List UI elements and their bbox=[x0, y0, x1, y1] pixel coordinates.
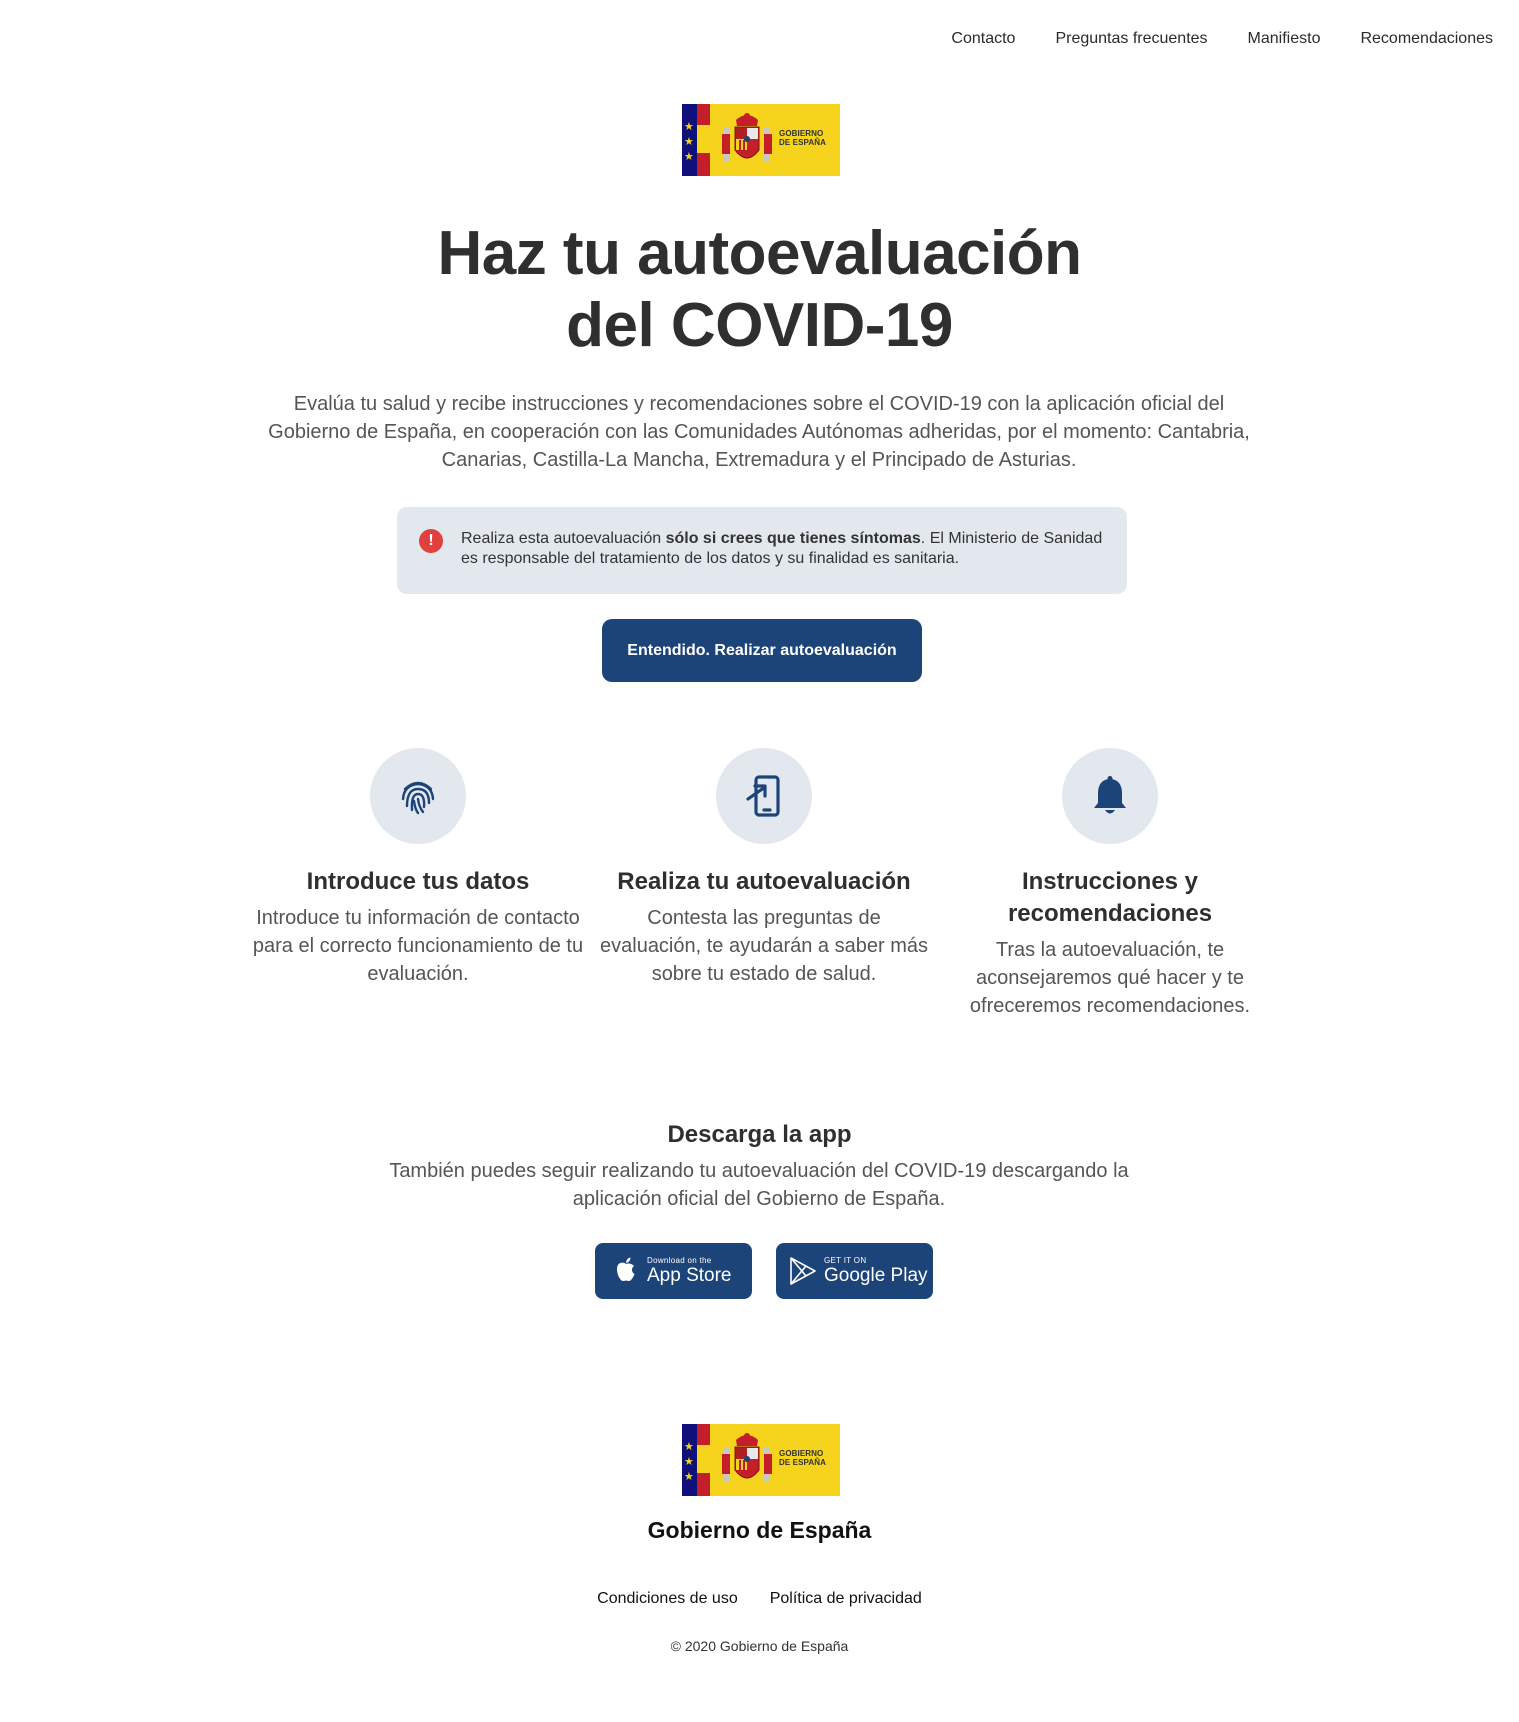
top-nav bbox=[951, 30, 1493, 48]
feature-title: Introduce tus datos bbox=[306, 868, 530, 895]
feature-text: Contesta las preguntas de evaluación, te ayudarán a saber más sobre tu estado de salud. bbox=[600, 907, 928, 985]
feature-instrucciones-recomendaciones bbox=[940, 748, 1280, 1020]
feature-text: Tras la autoevaluación, te aconsejaremos qué hacer y te ofreceremos recomendaciones. bbox=[969, 939, 1251, 1017]
google-play-icon bbox=[789, 1256, 817, 1286]
gobierno-logo-header bbox=[682, 104, 840, 176]
coat-of-arms-icon bbox=[721, 110, 773, 170]
alert-text-before: Realiza esta autoevaluación bbox=[461, 530, 666, 547]
appstore-big-text: App Store bbox=[647, 1265, 732, 1286]
eu-stripe: ★ ★ ★ bbox=[682, 104, 697, 176]
bell-icon bbox=[1091, 775, 1129, 817]
title-line-1: Haz tu autoevaluación bbox=[437, 219, 1082, 288]
disclaimer-alert bbox=[397, 507, 1127, 594]
gobierno-logo-footer bbox=[682, 1424, 840, 1496]
phone-arrow-icon bbox=[743, 773, 785, 819]
nav-preguntas-frecuentes[interactable]: Preguntas frecuentes bbox=[1055, 30, 1208, 47]
title-line-2: del COVID-19 bbox=[566, 291, 953, 360]
feature-text: Introduce tu información de contacto para el correcto funcionamiento de tu evaluación. bbox=[252, 907, 584, 985]
nav-contacto[interactable]: Contacto bbox=[951, 30, 1016, 47]
logo-text-line2: DE ESPAÑA bbox=[779, 138, 826, 147]
fingerprint-icon bbox=[397, 775, 439, 817]
footer-link-condiciones[interactable]: Condiciones de uso bbox=[597, 1590, 738, 1607]
logo-text-line1: GOBIERNO bbox=[779, 1449, 824, 1458]
intro-text: Evalúa tu salud y recibe instrucciones y recomendaciones sobre el COVID-19 con la aplicación oficial del Gobierno de España, en cooperación con las Comunidades Autónomas adheridas, por el momento: Cantabria, Canarias, Castilla-La Mancha, Extremadura y el Principado de Asturias. bbox=[268, 393, 1250, 471]
apple-icon bbox=[615, 1256, 637, 1283]
eu-stripe: ★ ★ ★ bbox=[682, 1424, 697, 1496]
logo-text-line1: GOBIERNO bbox=[779, 129, 824, 138]
feature-title: Instrucciones y recomendaciones bbox=[1007, 868, 1213, 927]
footer-gov-name: Gobierno de España bbox=[647, 1517, 872, 1543]
feature-realiza-autoevaluacion bbox=[594, 748, 934, 988]
app-store-button[interactable] bbox=[595, 1243, 752, 1299]
download-title: Descarga la app bbox=[667, 1121, 852, 1148]
google-play-button[interactable] bbox=[776, 1243, 933, 1299]
footer-links bbox=[0, 1590, 1519, 1608]
page-title bbox=[0, 218, 1519, 362]
appstore-small-text: Download on the bbox=[647, 1256, 712, 1265]
start-autoevaluation-button[interactable]: Entendido. Realizar autoevaluación bbox=[602, 619, 922, 682]
alert-text-after: . El Ministerio de Sanidad es responsable del tratamiento de los datos y su finalidad es sanitaria. bbox=[461, 530, 1103, 567]
googleplay-small-text: GET IT ON bbox=[824, 1256, 867, 1265]
feature-title: Realiza tu autoevaluación bbox=[617, 868, 911, 895]
logo-text-line2: DE ESPAÑA bbox=[779, 1458, 826, 1467]
download-text: También puedes seguir realizando tu autoevaluación del COVID-19 descargando la aplicación oficial del Gobierno de España. bbox=[389, 1160, 1129, 1210]
exclamation-icon: ! bbox=[419, 529, 443, 553]
copyright: © 2020 Gobierno de España bbox=[670, 1638, 849, 1654]
coat-of-arms-icon bbox=[721, 1430, 773, 1490]
feature-introduce-datos bbox=[248, 748, 588, 988]
googleplay-big-text: Google Play bbox=[824, 1265, 928, 1286]
alert-text-bold: sólo si crees que tienes síntomas bbox=[665, 530, 921, 547]
flag-stripe bbox=[697, 1424, 710, 1496]
flag-stripe bbox=[697, 104, 710, 176]
footer-link-privacidad[interactable]: Política de privacidad bbox=[769, 1590, 922, 1607]
nav-recomendaciones[interactable]: Recomendaciones bbox=[1360, 30, 1493, 47]
nav-manifiesto[interactable]: Manifiesto bbox=[1247, 30, 1321, 47]
